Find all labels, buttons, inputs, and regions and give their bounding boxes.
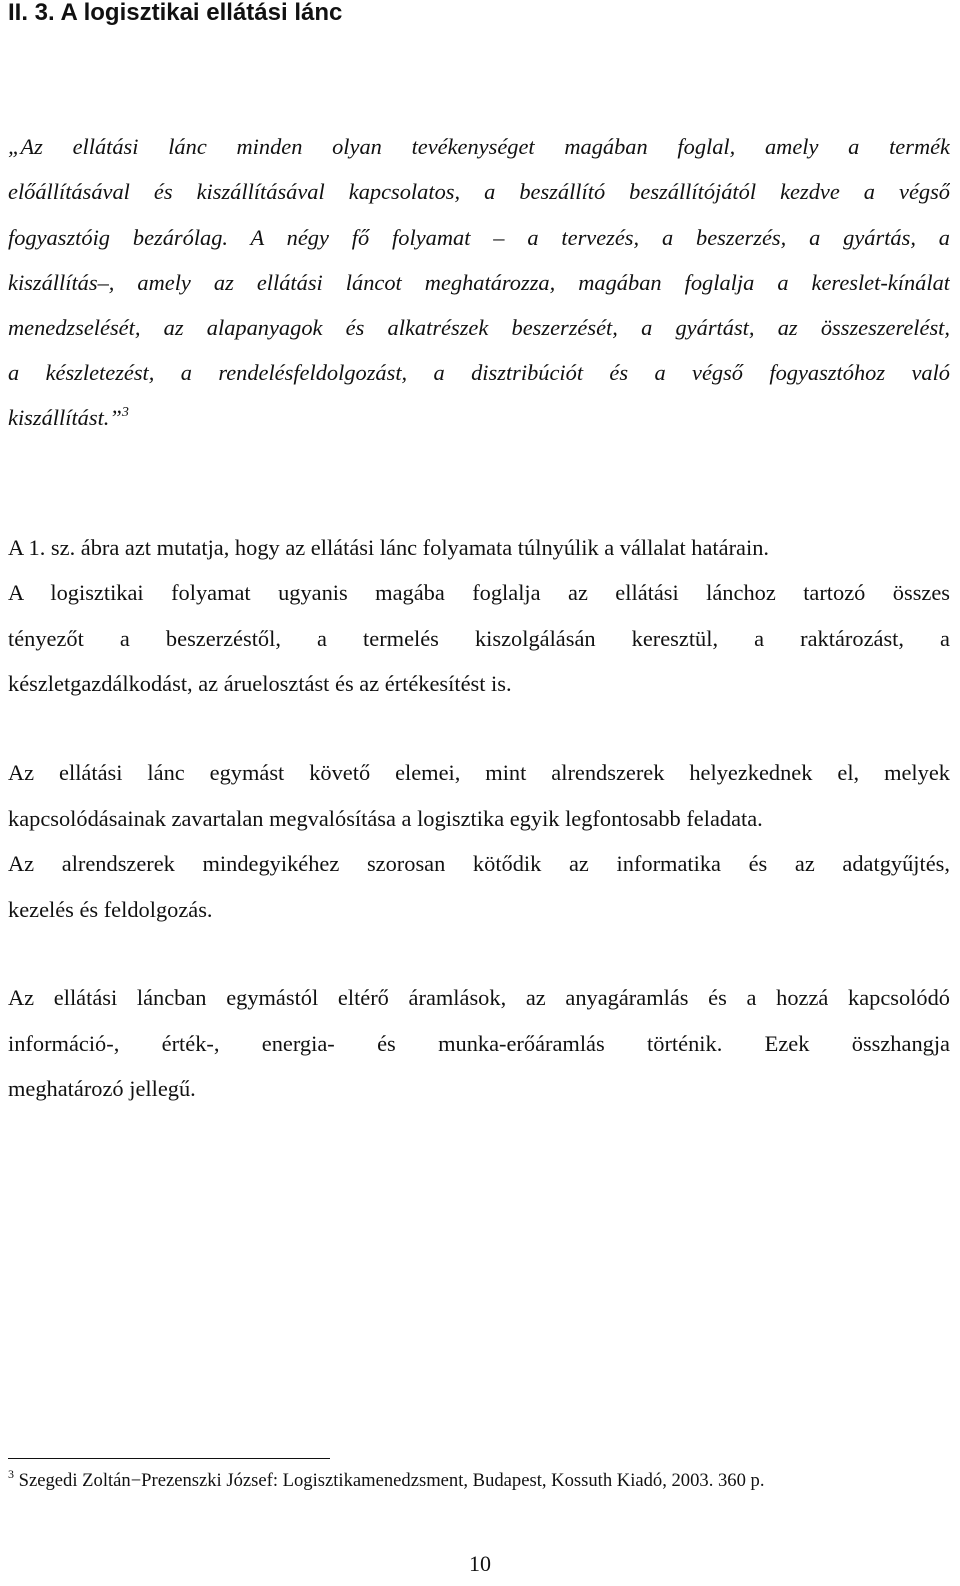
footnote-number: 3 (8, 1467, 14, 1481)
paragraph-line: A logisztikai folyamat ugyanis magába foglalja az ellátási lánchoz tartozó összes (8, 580, 950, 605)
paragraph-line: készletgazdálkodást, az áruelosztást és az értékesítést is. (8, 671, 512, 696)
quote-line: előállításával és kiszállításával kapcsolatos, a beszállító beszállítójától kezdve a végső (8, 179, 950, 204)
footnote-text: Szegedi Zoltán−Prezenszki József: Logisztikamenedzsment, Budapest, Kossuth Kiadó, 2003. 360 p. (18, 1470, 765, 1491)
section-heading: II. 3. A logisztikai ellátási lánc (8, 0, 343, 26)
quote-line: „Az ellátási lánc minden olyan tevékenységet magában foglal, amely a termék (8, 134, 950, 159)
page-number: 10 (469, 1551, 491, 1576)
quote-line-last (8, 403, 950, 433)
quote-line: a készletezést, a rendelésfeldolgozást, a disztribúciót és a végső fogyasztóhoz való (8, 360, 950, 385)
paragraph-line: kezelés és feldolgozás. (8, 897, 213, 922)
paragraph-line: Az alrendszerek mindegyikéhez szorosan kötődik az informatika és az adatgyűjtés, (8, 851, 950, 876)
quote-text: kiszállítást.” (8, 405, 122, 430)
footnote-reference[interactable]: 3 (121, 405, 129, 420)
quote-line: menedzselését, az alapanyagok és alkatrészek beszerzését, a gyártást, az összeszerelést, (8, 315, 950, 340)
paragraph-line: tényezőt a beszerzéstől, a termelés kiszolgálásán keresztül, a raktározást, a (8, 626, 950, 651)
paragraph-line: meghatározó jellegű. (8, 1076, 196, 1101)
paragraph-line: Az ellátási láncban egymástól eltérő áramlások, az anyagáramlás és a hozzá kapcsolódó (8, 985, 950, 1010)
paragraph-line: kapcsolódásainak zavartalan megvalósítása a logisztika egyik legfontosabb feladata. (8, 806, 763, 831)
quote-line: fogyasztóig bezárólag. A négy fő folyamat – a tervezés, a beszerzés, a gyártás, a (8, 225, 950, 250)
footnote (8, 1468, 764, 1494)
paragraph-line: információ-, érték-, energia- és munka-erőáramlás történik. Ezek összhangja (8, 1031, 950, 1056)
paragraph-line: Az ellátási lánc egymást követő elemei, mint alrendszerek helyezkednek el, melyek (8, 760, 950, 785)
quote-line: kiszállítás–, amely az ellátási láncot meghatározza, magában foglalja a kereslet-kínálat (8, 270, 950, 295)
paragraph-line: A 1. sz. ábra azt mutatja, hogy az ellátási lánc folyamata túlnyúlik a vállalat határain. (8, 535, 769, 560)
footnote-divider (8, 1458, 330, 1459)
